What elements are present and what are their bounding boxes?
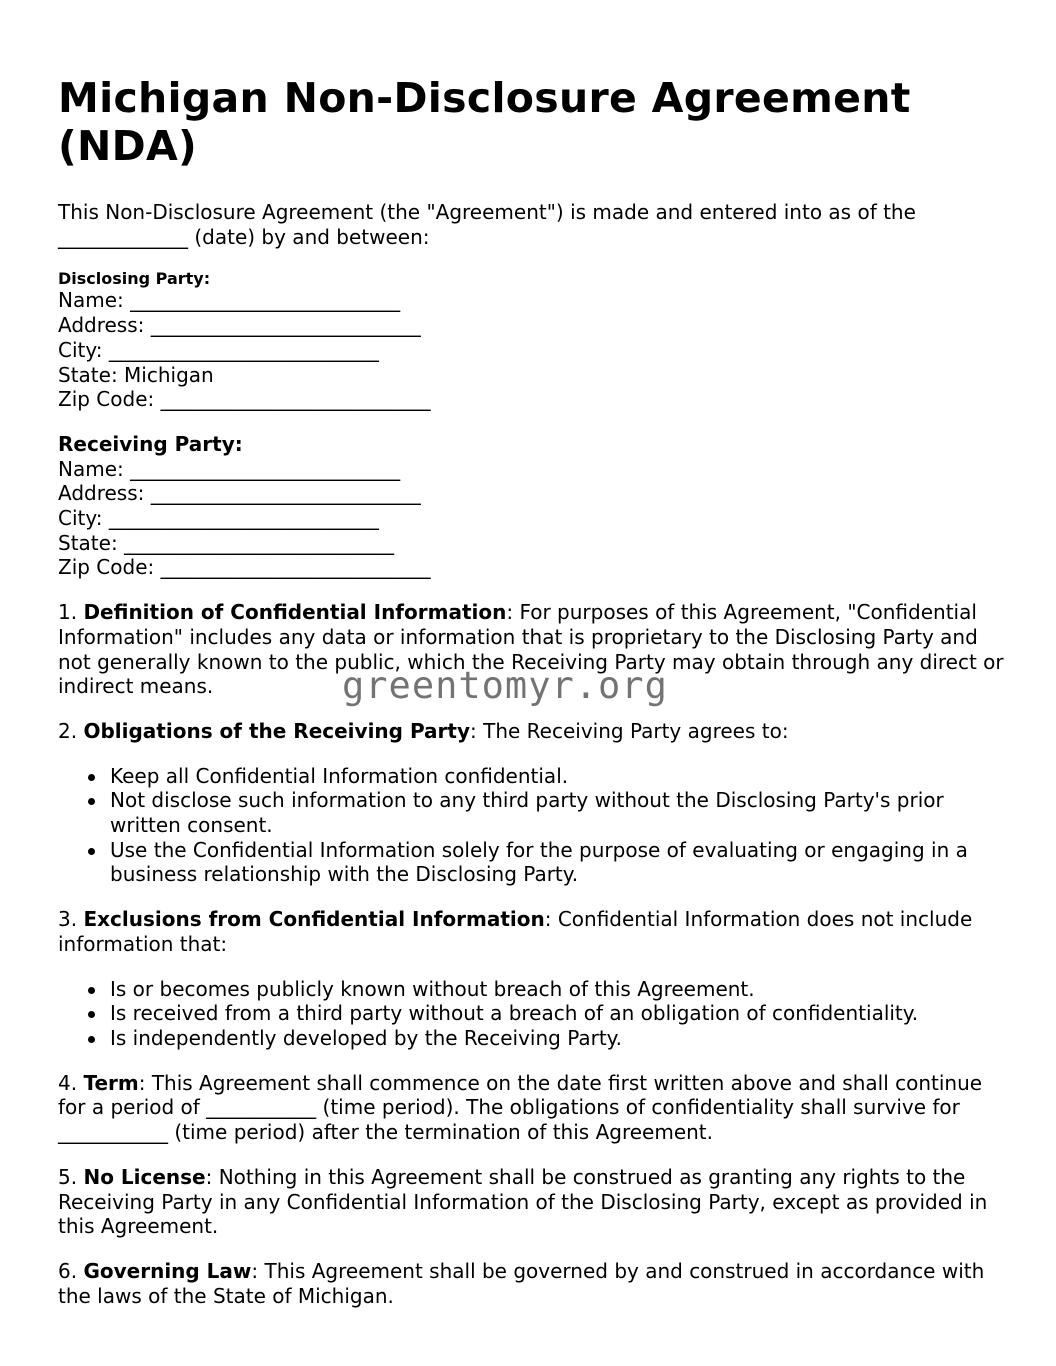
section-1-number: 1. — [58, 600, 84, 625]
list-item: Is or becomes publicly known without breach of this Agreement. — [110, 977, 1008, 1002]
section-3-number: 3. — [58, 907, 84, 932]
document-page — [58, 74, 1008, 1328]
disclosing-address-field: Address: ___________________________ — [58, 313, 421, 338]
section-2-heading: Obligations of the Receiving Party — [83, 718, 471, 743]
section-6-text: : This Agreement shall be governed by and construed in accordance with the laws of the State of Michigan. — [58, 1258, 985, 1308]
watermark-text: greentomyr.org — [342, 664, 668, 707]
section-5-number: 5. — [58, 1164, 84, 1189]
disclosing-zip-field: Zip Code: ___________________________ — [58, 387, 431, 412]
section-3-heading: Exclusions from Confidential Information — [83, 907, 545, 932]
section-1 — [58, 600, 1008, 699]
section-5-text: : Nothing in this Agreement shall be construed as granting any rights to the Receiving Party in any Confidential Information of the Disclosing Party, except as provided in this Agreement. — [58, 1164, 988, 1239]
section-4-number: 4. — [58, 1070, 84, 1095]
document-title: Michigan Non-Disclosure Agreement (NDA) — [58, 74, 911, 170]
section-3 — [58, 907, 1008, 956]
intro-paragraph: This Non-Disclosure Agreement (the "Agreement") is made and entered into as of the _____________ (date) by and between: — [58, 200, 916, 249]
disclosing-party-block — [58, 269, 1008, 412]
disclosing-name-field: Name: ___________________________ — [58, 288, 401, 313]
section-2-number: 2. — [58, 718, 84, 743]
section-3-list — [58, 977, 1008, 1051]
receiving-party-heading: Receiving Party: — [58, 431, 243, 456]
receiving-address-field: Address: ___________________________ — [58, 481, 421, 506]
section-1-text: : For purposes of this Agreement, "Confidential Information" includes any data or information that is proprietary to the Disclosing Party and not generally known to the public, which the Receiving Party may obtain through any direct or indirect means. — [58, 600, 1004, 699]
section-4-heading: Term — [83, 1070, 139, 1095]
list-item: Use the Confidential Information solely for the purpose of evaluating or engaging in a business relationship with the Disclosing Party. — [110, 838, 1008, 887]
section-1-heading: Definition of Confidential Information — [83, 600, 507, 625]
list-item: Is received from a third party without a breach of an obligation of confidentiality. — [110, 1001, 1008, 1026]
section-5 — [58, 1165, 1008, 1239]
section-6 — [58, 1259, 1008, 1308]
list-item: Keep all Confidential Information confidential. — [110, 764, 1008, 789]
receiving-name-field: Name: ___________________________ — [58, 456, 401, 481]
receiving-state-field: State: ___________________________ — [58, 530, 395, 555]
section-4 — [58, 1071, 1008, 1145]
disclosing-state-field: State: Michigan — [58, 362, 214, 387]
section-4-text: : This Agreement shall commence on the date first written above and shall continue for a period of ___________ (time period). The obligations of confidentiality shall survive for ___________ (time period) after the termination of this Agreement. — [58, 1070, 983, 1145]
disclosing-city-field: City: ___________________________ — [58, 337, 379, 362]
list-item: Is independently developed by the Receiving Party. — [110, 1026, 1008, 1051]
disclosing-party-heading: Disclosing Party: — [58, 269, 211, 289]
section-2 — [58, 719, 1008, 744]
list-item: Not disclose such information to any third party without the Disclosing Party's prior written consent. — [110, 788, 1008, 837]
receiving-party-block — [58, 432, 1008, 580]
section-6-number: 6. — [58, 1258, 84, 1283]
receiving-city-field: City: ___________________________ — [58, 506, 379, 531]
section-2-list — [58, 764, 1008, 888]
section-3-text: : Confidential Information does not include information that: — [58, 907, 973, 956]
receiving-zip-field: Zip Code: ___________________________ — [58, 555, 431, 580]
section-6-heading: Governing Law — [83, 1258, 252, 1283]
section-2-text: : The Receiving Party agrees to: — [470, 718, 789, 743]
section-5-heading: No License — [83, 1164, 206, 1189]
